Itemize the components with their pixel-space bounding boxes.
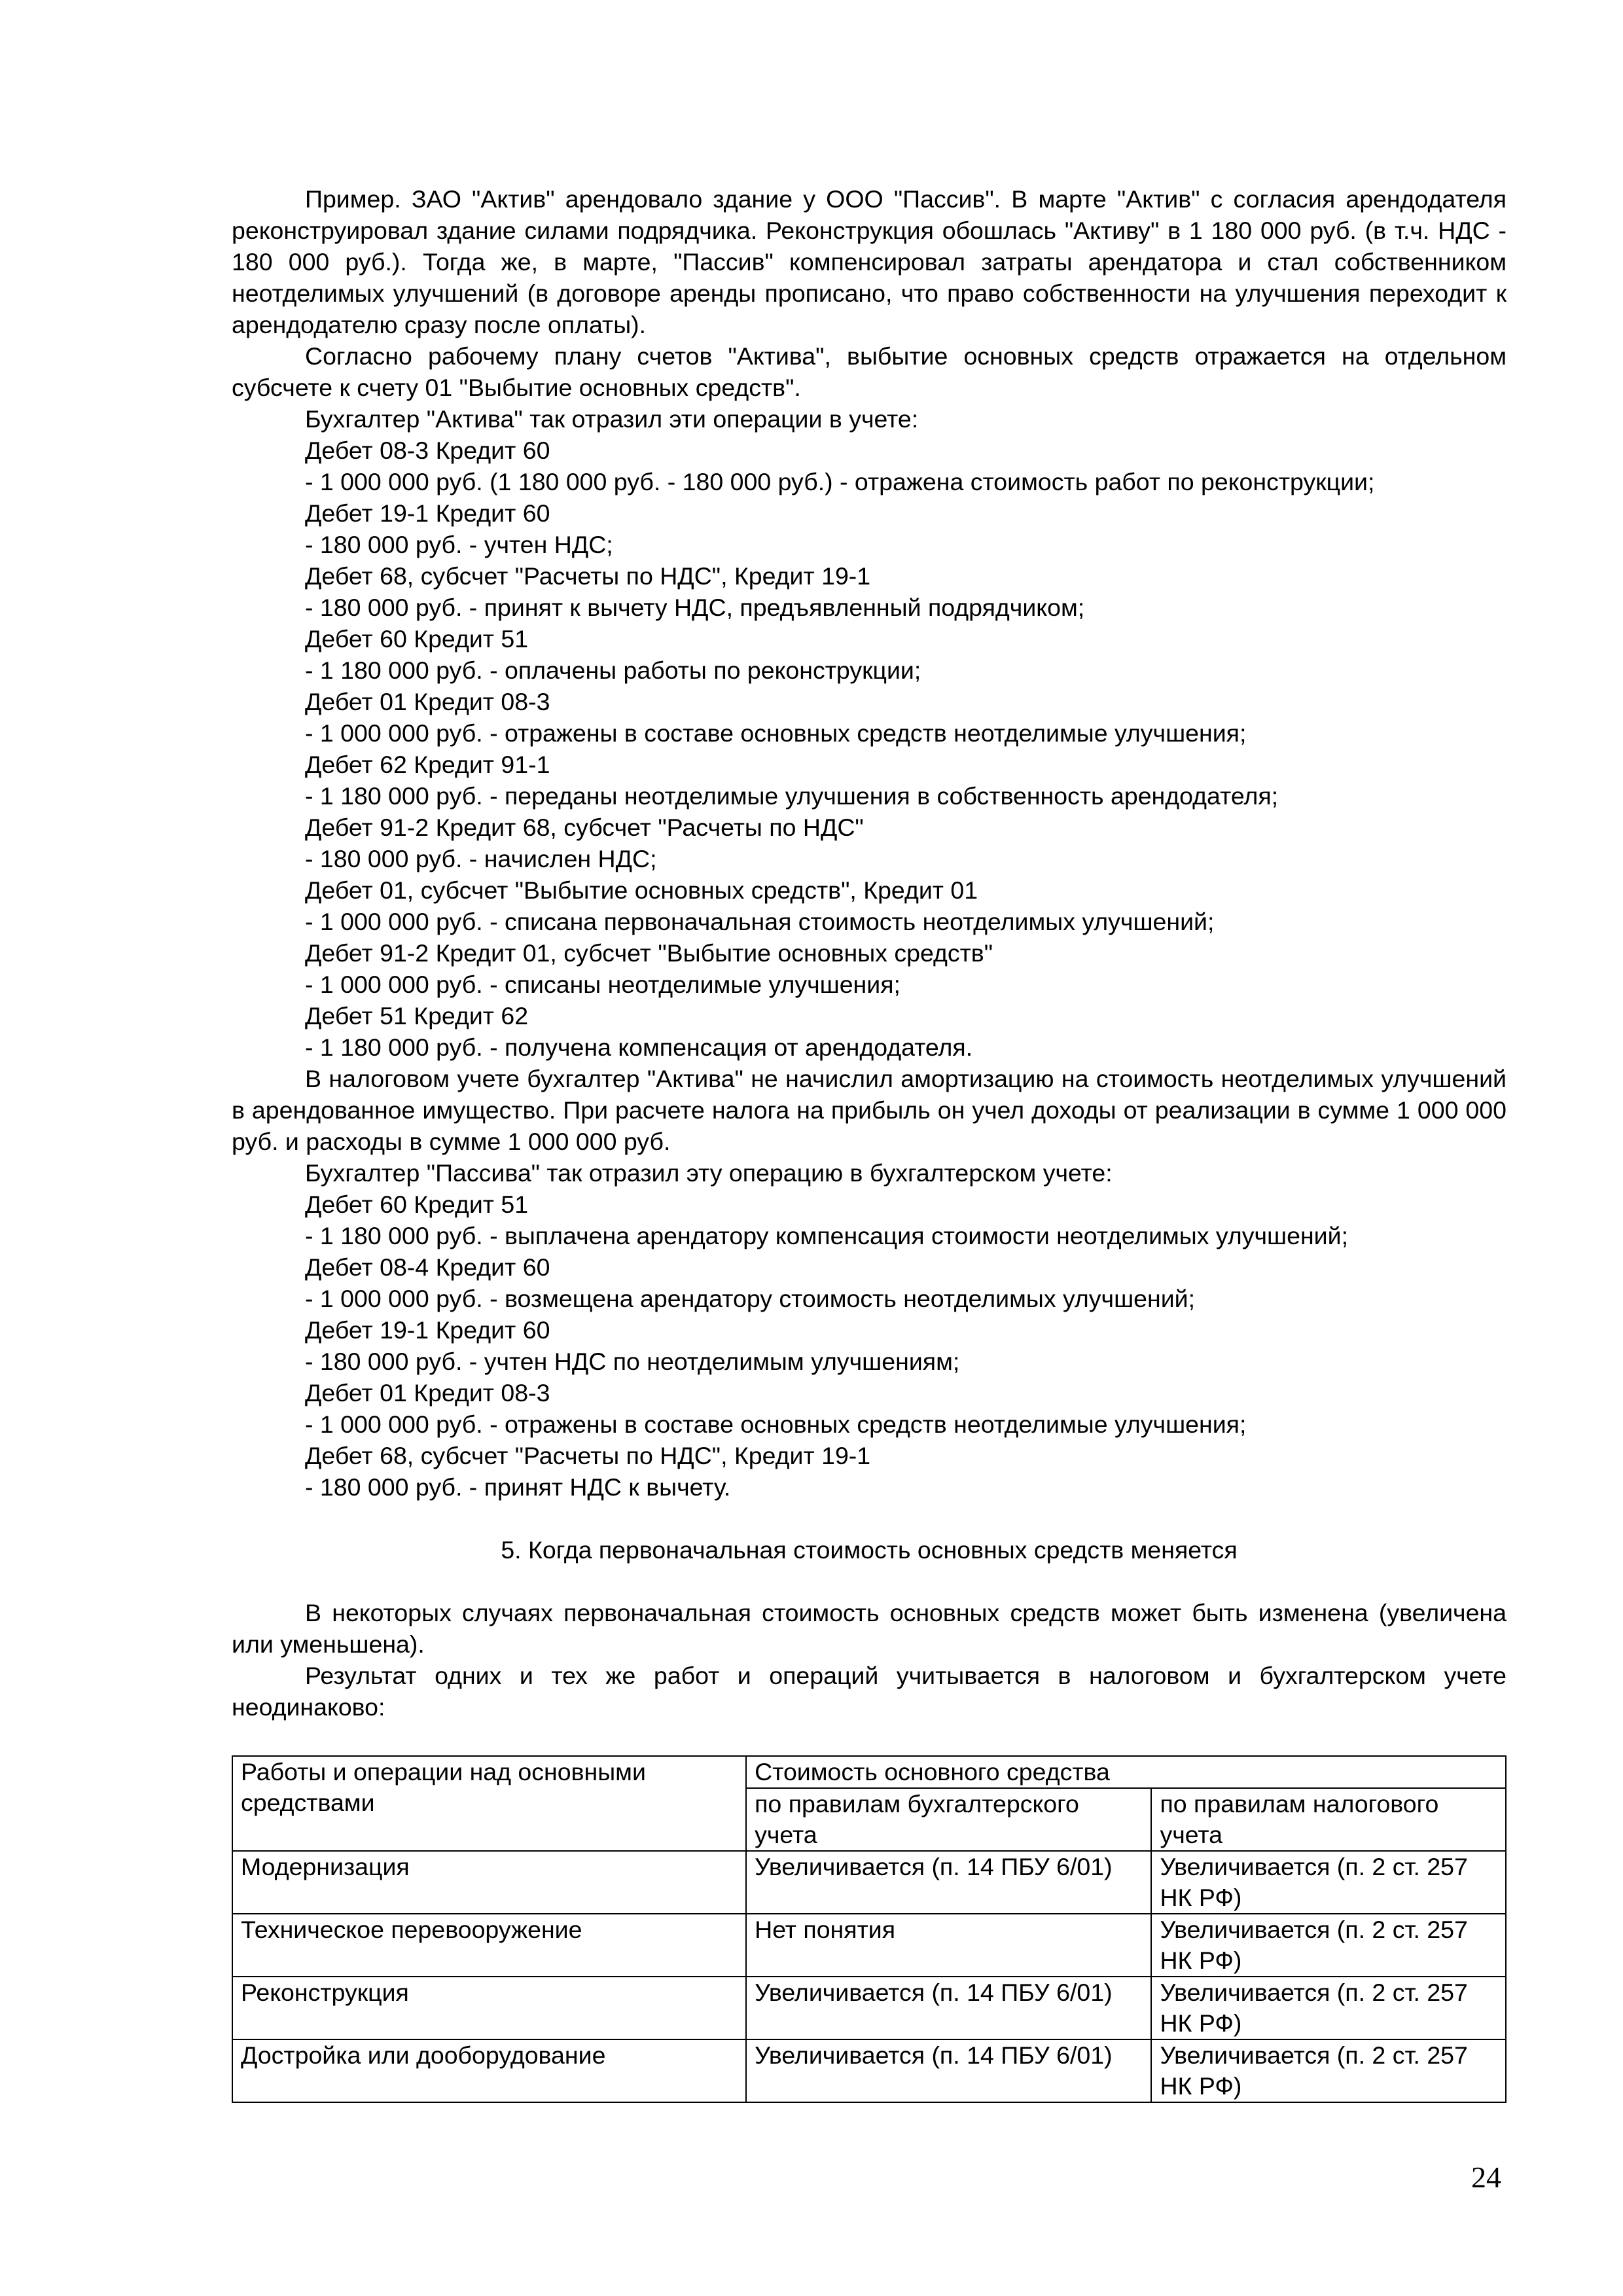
aktiv-entries-lead: Бухгалтер "Актива" так отразил эти операции в учете: (305, 405, 919, 433)
entry-line: - 180 000 руб. - учтен НДС по неотделимым улучшениям; (305, 1348, 960, 1375)
table-row (232, 1851, 1506, 1914)
entry-line: - 1 180 000 руб. - переданы неотделимые улучшения в собственность арендодателя; (305, 782, 1279, 810)
table-cell: Увеличивается (п. 14 ПБУ 6/01) (746, 1977, 1151, 2039)
table-cell: Увеличивается (п. 14 ПБУ 6/01) (746, 1851, 1151, 1914)
example-paragraph: Пример. ЗАО "Актив" арендовало здание у ООО "Пассив". В марте "Актив" с согласия арендодателя реконструировал здание силами подрядчика. Реконструкция обошлась "Активу" в 1 180 000 руб. (в т.ч. НДС - 180 000 руб.). Тогда же, в марте, "Пассив" компенсировал затраты арендатора и стал собственником неотделимых улучшений (в договоре аренды прописано, что право собственности на улучшения переходит к арендодателю сразу после оплаты). (232, 185, 1507, 338)
passiv-entries-list (232, 1189, 1507, 1503)
entry-line: Дебет 19-1 Кредит 60 (305, 1316, 550, 1344)
entry-line: Дебет 01, субсчет "Выбытие основных средств", Кредит 01 (305, 876, 978, 904)
table-cell: Техническое перевооружение (232, 1914, 746, 1977)
chart-of-accounts-paragraph: Согласно рабочему плану счетов "Актива", выбытие основных средств отражается на отдельном субсчете к счету 01 "Выбытие основных средств". (232, 342, 1507, 401)
entry-line: - 1 000 000 руб. - отражены в составе основных средств неотделимые улучшения; (305, 719, 1247, 747)
entry-line: Дебет 01 Кредит 08-3 (305, 1379, 550, 1407)
entry-line: Дебет 60 Кредит 51 (305, 625, 529, 653)
table-cell: Увеличивается (п. 2 ст. 257 НК РФ) (1151, 1914, 1506, 1977)
entry-line: Дебет 60 Кредит 51 (305, 1191, 529, 1218)
passiv-entries-lead: Бухгалтер "Пассива" так отразил эту операцию в бухгалтерском учете: (305, 1159, 1113, 1187)
page-number: 24 (1471, 2161, 1501, 2194)
entry-line: - 1 180 000 руб. - получена компенсация от арендодателя. (305, 1033, 973, 1061)
entry-line: - 1 180 000 руб. - оплачены работы по реконструкции; (305, 656, 921, 684)
entry-line: - 1 000 000 руб. - отражены в составе основных средств неотделимые улучшения; (305, 1410, 1247, 1438)
table-header-row (232, 1756, 1506, 1788)
table-cell: Увеличивается (п. 2 ст. 257 НК РФ) (1151, 1851, 1506, 1914)
entry-line: - 1 180 000 руб. - выплачена арендатору компенсация стоимости неотделимых улучшений; (305, 1222, 1348, 1249)
page-body (232, 183, 1507, 1723)
entry-line: Дебет 01 Кредит 08-3 (305, 688, 550, 715)
section-heading: 5. Когда первоначальная стоимость основных средств меняется (501, 1536, 1238, 1564)
header-tax-rules: по правилам налогового учета (1151, 1788, 1506, 1851)
table-row (232, 1914, 1506, 1977)
entry-line: Дебет 08-3 Кредит 60 (305, 437, 550, 464)
cost-change-table (232, 1755, 1507, 2103)
header-operations: Работы и операции над основными средствами (232, 1756, 746, 1851)
section-paragraph: В некоторых случаях первоначальная стоимость основных средств может быть изменена (увеличена или уменьшена). (232, 1599, 1507, 1658)
entry-line: Дебет 62 Кредит 91-1 (305, 751, 550, 778)
header-accounting-rules: по правилам бухгалтерского учета (746, 1788, 1151, 1851)
entry-line: Дебет 08-4 Кредит 60 (305, 1253, 550, 1281)
entry-line: - 1 000 000 руб. - списаны неотделимые улучшения; (305, 971, 901, 998)
table-row (232, 1977, 1506, 2039)
entry-line: - 1 000 000 руб. - списана первоначальная стоимость неотделимых улучшений; (305, 908, 1215, 935)
entry-line: - 180 000 руб. - начислен НДС; (305, 845, 657, 872)
table-cell: Модернизация (232, 1851, 746, 1914)
table-cell: Увеличивается (п. 14 ПБУ 6/01) (746, 2039, 1151, 2102)
entry-line: Дебет 68, субсчет "Расчеты по НДС", Кредит 19-1 (305, 1442, 871, 1469)
tax-accounting-paragraph: В налоговом учете бухгалтер "Актива" не начислил амортизацию на стоимость неотделимых улучшений в арендованное имущество. При расчете налога на прибыль он учел доходы от реализации в сумме 1 000 000 руб. и расходы в сумме 1 000 000 руб. (232, 1065, 1507, 1155)
entry-line: - 180 000 руб. - учтен НДС; (305, 531, 613, 558)
entry-line: Дебет 68, субсчет "Расчеты по НДС", Кредит 19-1 (305, 562, 871, 590)
table-cell: Достройка или дооборудование (232, 2039, 746, 2102)
entry-line: Дебет 91-2 Кредит 68, субсчет "Расчеты по НДС" (305, 814, 864, 841)
table-cell: Нет понятия (746, 1914, 1151, 1977)
table-row (232, 2039, 1506, 2102)
entry-line: - 180 000 руб. - принят к вычету НДС, предъявленный подрядчиком; (305, 594, 1085, 621)
aktiv-entries-list (232, 435, 1507, 1063)
section-paragraph: Результат одних и тех же работ и операций учитывается в налоговом и бухгалтерском учете неодинаково: (232, 1662, 1507, 1721)
table-cell: Увеличивается (п. 2 ст. 257 НК РФ) (1151, 2039, 1506, 2102)
entry-line: Дебет 51 Кредит 62 (305, 1002, 529, 1030)
entry-line: Дебет 91-2 Кредит 01, субсчет "Выбытие основных средств" (305, 939, 993, 967)
table-cell: Реконструкция (232, 1977, 746, 2039)
entry-line: Дебет 19-1 Кредит 60 (305, 499, 550, 527)
entry-line: - 1 000 000 руб. (1 180 000 руб. - 180 000 руб.) - отражена стоимость работ по реконструкции; (305, 468, 1375, 495)
entry-line: - 1 000 000 руб. - возмещена арендатору стоимость неотделимых улучшений; (305, 1285, 1196, 1312)
entry-line: - 180 000 руб. - принят НДС к вычету. (305, 1473, 731, 1501)
header-asset-cost: Стоимость основного средства (746, 1756, 1506, 1788)
table-cell: Увеличивается (п. 2 ст. 257 НК РФ) (1151, 1977, 1506, 2039)
